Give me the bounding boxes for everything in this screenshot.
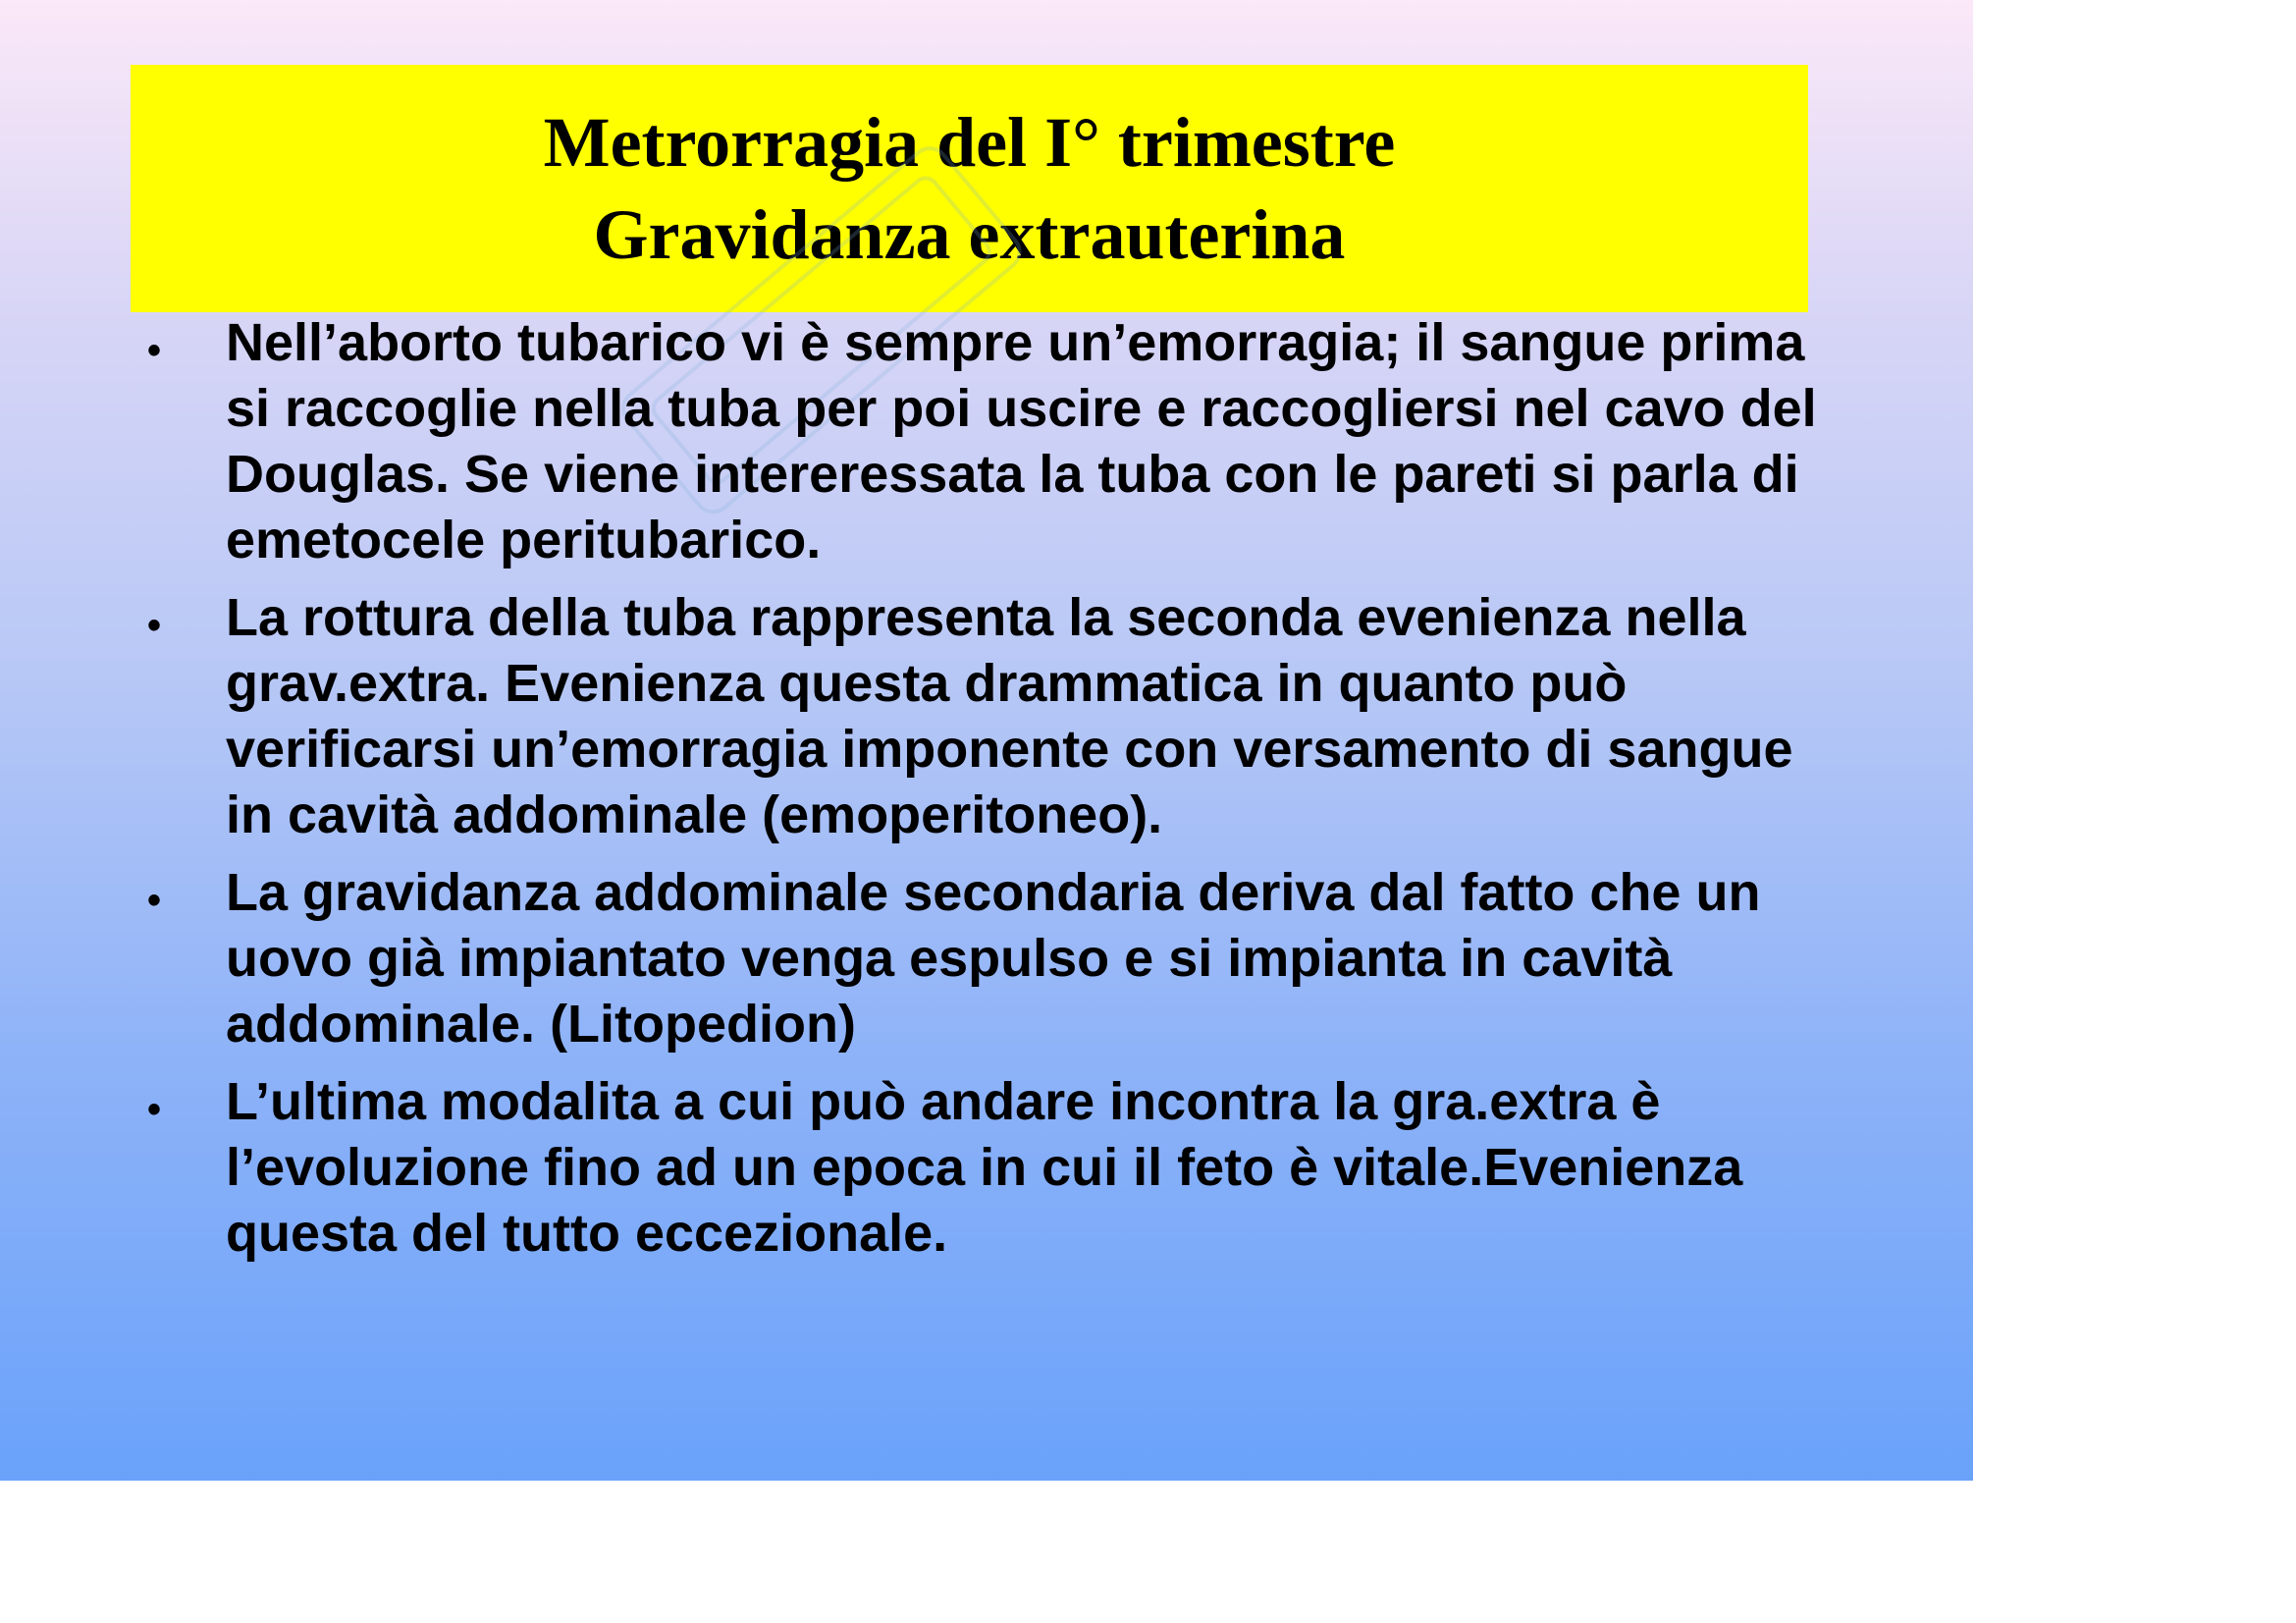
title-line-1: Metrorragia del I° trimestre (543, 103, 1396, 182)
bullet-item (147, 860, 1836, 1057)
title-line-2: Gravidanza extrauterina (593, 195, 1346, 274)
bullet-text: La gravidanza addominale secondaria deriva dal fatto che un uovo già impiantato venga espulso e si impianta in cavità addominale. (Litopedion) (226, 863, 1761, 1054)
bullet-dot: • (147, 1088, 162, 1131)
bullet-item (147, 585, 1836, 848)
bullet-list (147, 310, 1836, 1278)
bullet-text: La rottura della tuba rappresenta la seconda evenienza nella grav.extra. Evenienza questa drammatica in quanto può verificarsi un’emorragia imponente con versamento di sangue in cavità addominale (emoperitoneo). (226, 588, 1793, 844)
bullet-text: Nell’aborto tubarico vi è sempre un’emorragia; il sangue prima si raccoglie nella tuba per poi uscire e raccogliersi nel cavo del Douglas. Se viene intereressata la tuba con le pareti si parla di emetocele peritubarico. (226, 313, 1817, 569)
bullet-dot: • (147, 329, 162, 372)
title-box (131, 65, 1808, 312)
bullet-text: L’ultima modalita a cui può andare incontra la gra.extra è l’evoluzione fino ad un epoca in cui il feto è vitale.Evenienza questa del tutto eccezionale. (226, 1072, 1743, 1263)
bullet-dot: • (147, 879, 162, 922)
bullet-dot: • (147, 604, 162, 647)
bullet-item (147, 1069, 1836, 1267)
bullet-item (147, 310, 1836, 573)
